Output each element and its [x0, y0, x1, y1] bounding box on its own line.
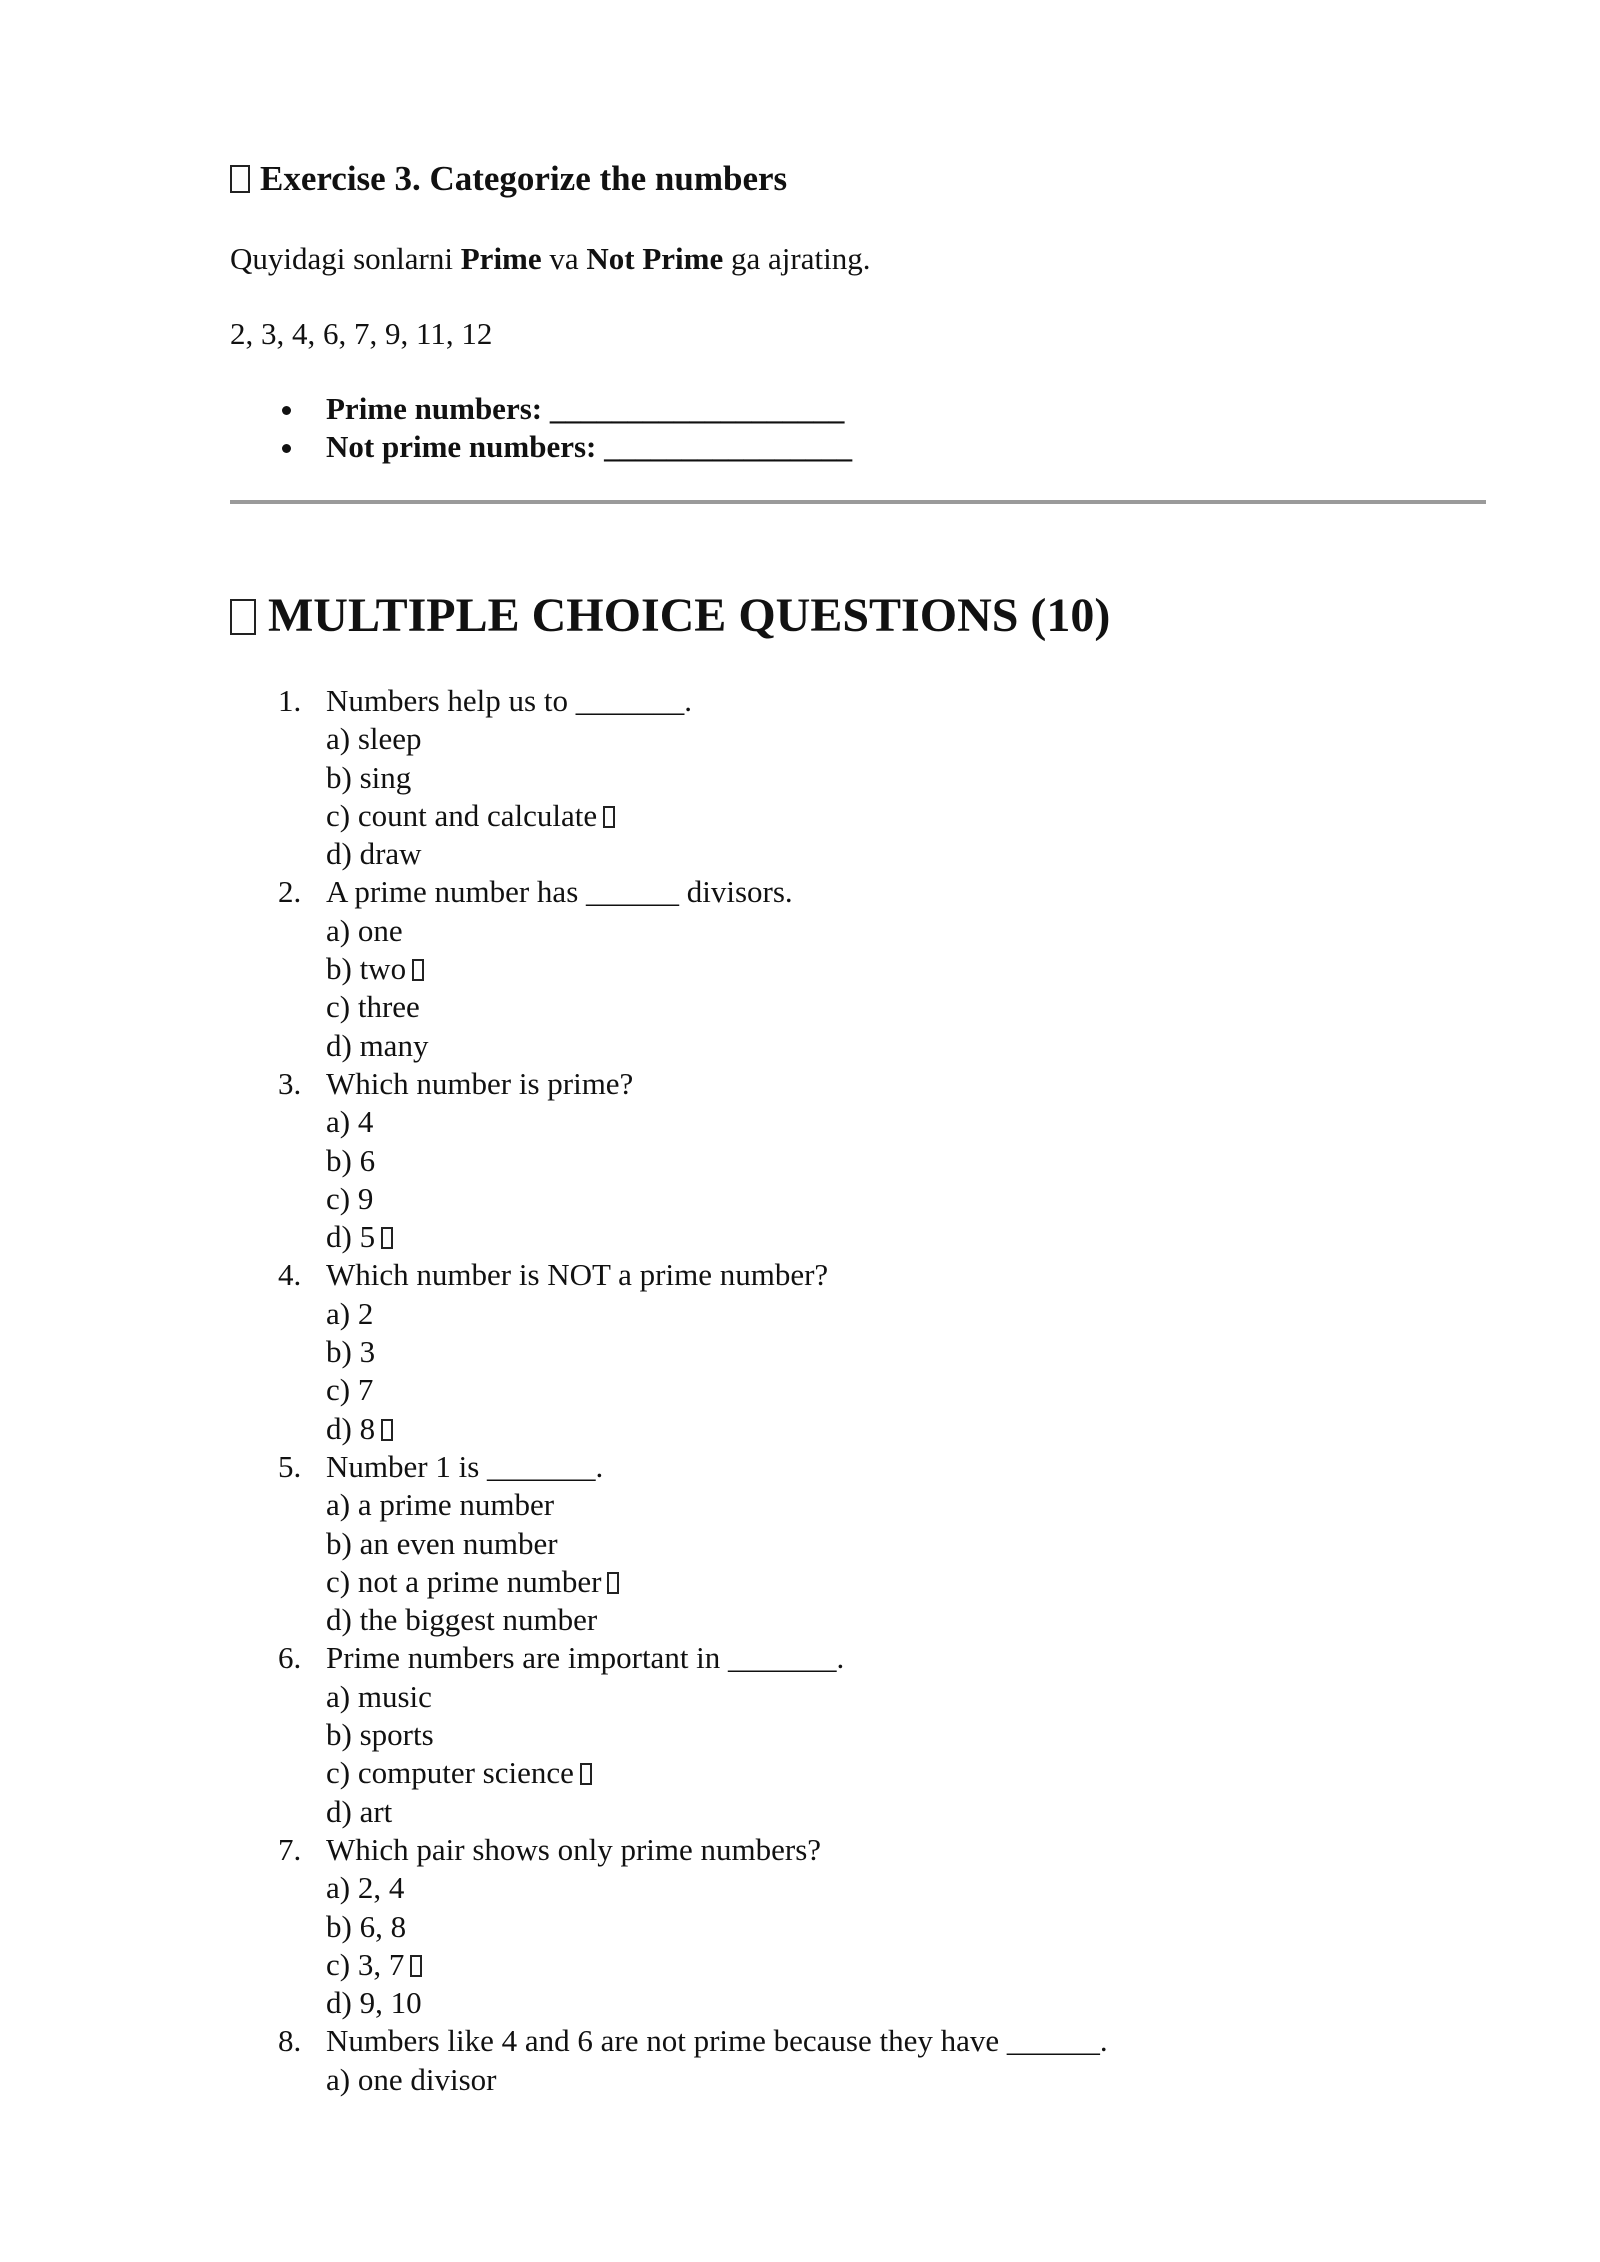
question-number: 7. [278, 1831, 302, 1867]
option-text: a) 4 [326, 1104, 374, 1140]
question-text: Number 1 is _______. [326, 1448, 604, 1484]
answer-option [326, 2061, 1108, 2099]
option-list [326, 1295, 1108, 1448]
question-item [230, 2022, 1108, 2099]
question-list [230, 682, 1108, 2099]
option-text: b) sports [326, 1717, 434, 1753]
question-number: 5. [278, 1448, 302, 1484]
question-text: Prime numbers are important in _______. [326, 1640, 845, 1676]
answer-option [326, 1027, 1108, 1065]
not-prime-numbers-line: Not prime numbers: ________________ [230, 428, 852, 466]
option-text: a) one divisor [326, 2061, 497, 2097]
correct-answer-icon [603, 806, 615, 828]
question-item [230, 1065, 1108, 1256]
answer-option [326, 1103, 1108, 1141]
answer-option [326, 1908, 1108, 1946]
answer-option [326, 1333, 1108, 1371]
answer-option [326, 1601, 1108, 1639]
answer-option [326, 1563, 1108, 1601]
option-text: b) two [326, 951, 407, 987]
answer-option [326, 1754, 1108, 1792]
question-item [230, 1256, 1108, 1447]
question-item [230, 873, 1108, 1064]
option-list [326, 720, 1108, 873]
option-list [326, 1869, 1108, 2022]
question-number: 4. [278, 1257, 302, 1293]
missing-glyph-icon [230, 165, 250, 193]
question-text: Which number is NOT a prime number? [326, 1257, 829, 1293]
question-item [230, 1831, 1108, 2022]
question-item [230, 1639, 1108, 1830]
question-text: Numbers like 4 and 6 are not prime because they have ______. [326, 2023, 1108, 2059]
option-list [326, 2061, 1108, 2099]
option-text: a) a prime number [326, 1487, 555, 1523]
answer-option [326, 1793, 1108, 1831]
missing-glyph-icon [230, 599, 256, 635]
option-list [326, 1678, 1108, 1831]
correct-answer-icon [381, 1419, 393, 1441]
option-list [326, 912, 1108, 1065]
question-text: Numbers help us to _______. [326, 683, 692, 718]
answer-option [326, 1486, 1108, 1524]
answer-option [326, 1984, 1108, 2022]
answer-option [326, 988, 1108, 1026]
option-text: a) music [326, 1678, 432, 1714]
option-text: b) 3 [326, 1334, 376, 1370]
question-number: 3. [278, 1065, 302, 1101]
horizontal-divider [230, 500, 1486, 504]
answer-option [326, 1946, 1108, 1984]
answer-option [326, 1525, 1108, 1563]
option-list [326, 1486, 1108, 1639]
answer-option [326, 720, 1108, 758]
correct-answer-icon [410, 1955, 422, 1977]
answer-option [326, 797, 1108, 835]
prime-numbers-line: Prime numbers: ___________________ [230, 390, 852, 428]
answer-option [326, 1218, 1108, 1256]
question-text: A prime number has ______ divisors. [326, 874, 793, 910]
option-text: c) count and calculate [326, 797, 598, 833]
answer-option [326, 912, 1108, 950]
mcq-heading: MULTIPLE CHOICE QUESTIONS (10) [230, 586, 1110, 646]
option-text: b) 6 [326, 1142, 376, 1178]
option-text: d) 5 [326, 1219, 376, 1255]
answer-option [326, 1371, 1108, 1409]
option-text: d) many [326, 1027, 429, 1063]
question-item [230, 1448, 1108, 1639]
option-text: d) the biggest number [326, 1602, 598, 1638]
option-text: c) three [326, 989, 420, 1025]
option-text: c) 3, 7 [326, 1946, 405, 1982]
option-text: a) 2 [326, 1295, 374, 1331]
option-text: d) draw [326, 836, 422, 872]
answer-option [326, 950, 1108, 988]
answer-option [326, 1869, 1108, 1907]
answer-option [326, 1295, 1108, 1333]
question-number: 6. [278, 1640, 302, 1676]
option-text: d) 9, 10 [326, 1985, 422, 2021]
option-list [326, 1103, 1108, 1256]
option-text: d) 8 [326, 1410, 376, 1446]
option-text: c) computer science [326, 1755, 574, 1791]
exercise-heading: Exercise 3. Categorize the numbers [230, 156, 787, 202]
correct-answer-icon [412, 959, 424, 981]
option-text: a) one [326, 912, 403, 948]
question-text: Which pair shows only prime numbers? [326, 1831, 822, 1867]
answer-option [326, 1142, 1108, 1180]
question-number: 2. [278, 874, 302, 910]
number-list: 2, 3, 4, 6, 7, 9, 11, 12 [230, 316, 493, 351]
option-text: b) an even number [326, 1525, 558, 1561]
question-text: Which number is prime? [326, 1065, 634, 1101]
option-text: d) art [326, 1793, 393, 1829]
answer-option [326, 835, 1108, 873]
answer-lines [230, 390, 852, 466]
correct-answer-icon [580, 1763, 592, 1785]
answer-option [326, 1678, 1108, 1716]
option-text: b) sing [326, 759, 412, 795]
answer-option [326, 1716, 1108, 1754]
correct-answer-icon [381, 1227, 393, 1249]
option-text: c) 9 [326, 1180, 374, 1216]
option-text: c) 7 [326, 1372, 374, 1408]
option-text: a) 2, 4 [326, 1870, 405, 1906]
answer-option [326, 759, 1108, 797]
exercise-instruction: Quyidagi sonlarni Prime va Not Prime ga ajrating. [230, 241, 871, 276]
question-number: 1. [278, 683, 302, 718]
answer-option [326, 1410, 1108, 1448]
option-text: c) not a prime number [326, 1563, 602, 1599]
question-number: 8. [278, 2023, 302, 2059]
option-text: b) 6, 8 [326, 1908, 407, 1944]
question-item [230, 682, 1108, 873]
correct-answer-icon [607, 1572, 619, 1594]
option-text: a) sleep [326, 721, 422, 757]
answer-option [326, 1180, 1108, 1218]
